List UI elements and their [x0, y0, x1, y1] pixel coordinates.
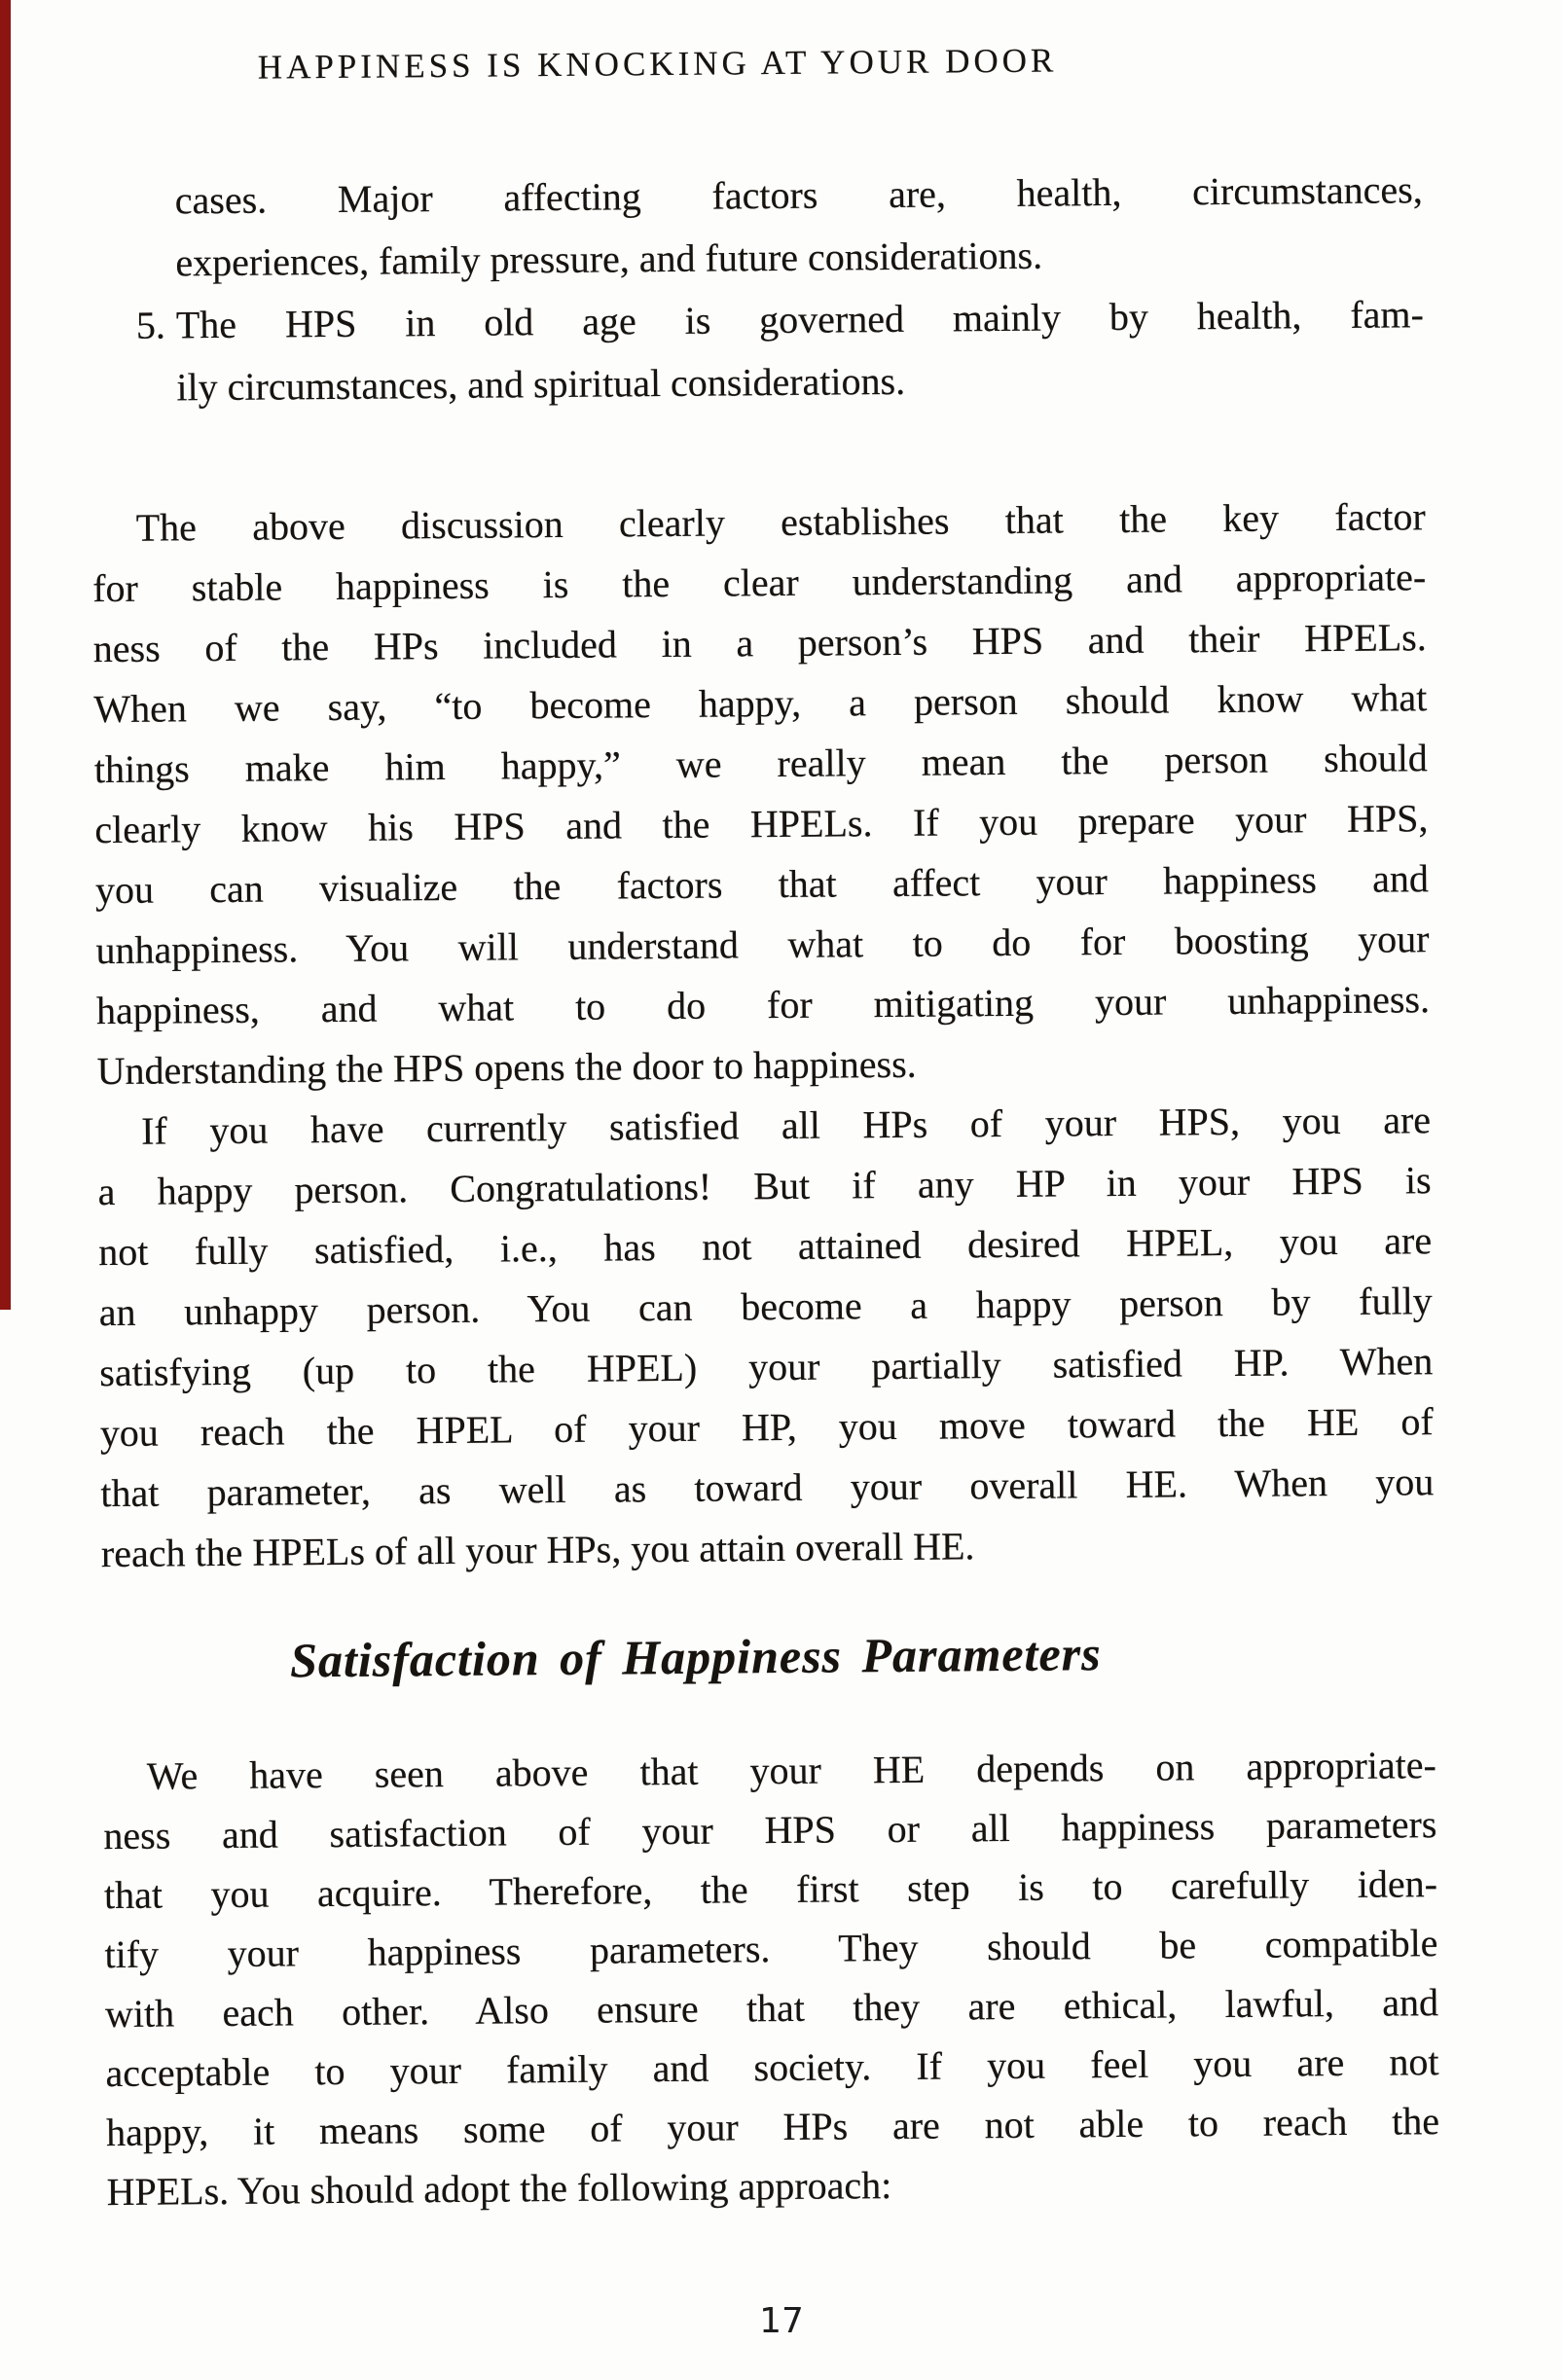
text-line: We have seen above that your HE depends on appropriate- [146, 1743, 1437, 1798]
text-line: happy, it means some of your HPs are not able to reach the [105, 2099, 1440, 2155]
text-line: If you have currently satisfied all HPs of your HPS, you are [140, 1098, 1432, 1153]
text-line: unhappiness. You will understand what to do for boosting your [95, 917, 1430, 973]
text-line: reach the HPELs of all your HPs, you attain overall HE. [100, 1524, 975, 1576]
list-item [91, 283, 1425, 419]
paragraph [91, 487, 1430, 1101]
text-line: clearly know his HPS and the HPELs. If you prepare your HPS, [94, 796, 1429, 852]
list-item [89, 159, 1423, 295]
list-item-number: 5. [135, 303, 166, 347]
text-line: a happy person. Congratulations! But if any HP in your HPS is [97, 1158, 1432, 1214]
text-line: ness and satisfaction of your HPS or all happiness parameters [103, 1802, 1437, 1858]
text-line: an unhappy person. You can become a happy person by fully [98, 1279, 1433, 1335]
text-line: you can visualize the factors that affect your happiness and [94, 856, 1430, 913]
text-line: The above discussion clearly establishes that the key factor [135, 494, 1426, 550]
list-item-text [176, 283, 1425, 418]
paragraph [97, 1090, 1435, 1584]
text-line: not fully satisfied, i.e., has not attained desired HPEL, you are [98, 1218, 1433, 1275]
text-line: Understanding the HPS opens the door to happiness. [96, 1041, 917, 1094]
text-line: cases. Major affecting factors are, health, circumstances, [174, 167, 1423, 223]
text-line: for stable happiness is the clear understanding and appropriate- [92, 555, 1427, 611]
page-content [88, 0, 1440, 2221]
text-line: acceptable to your family and society. If you feel you are not [105, 2039, 1439, 2096]
paragraph [103, 1735, 1440, 2221]
text-line: experiences, family pressure, and future considerations. [175, 233, 1043, 285]
page-number: 17 [759, 2301, 804, 2341]
text-line: you reach the HPEL of your HP, you move toward the HE of [99, 1399, 1434, 1456]
text-line: HPELs. You should adopt the following approach: [106, 2163, 892, 2215]
text-line: things make him happy,” we really mean the person should [93, 736, 1429, 792]
text-line: that parameter, as well as toward your overall HE. When you [100, 1460, 1435, 1516]
text-line: tify your happiness parameters. They should be compatible [104, 1921, 1438, 1977]
text-line: satisfying (up to the HPEL) your partially satisfied HP. When [99, 1339, 1434, 1395]
text-line: that you acquire. Therefore, the first step is to carefully iden- [103, 1861, 1438, 1918]
scan-edge-artifact [0, 0, 11, 1310]
text-line: happiness, and what to do for mitigating your unhappiness. [95, 977, 1431, 1033]
numbered-list [89, 159, 1424, 419]
section-heading: Satisfaction of Happiness Parameters [289, 1626, 1102, 1688]
list-item-number [89, 169, 175, 295]
running-header: HAPPINESS IS KNOCKING AT YOUR DOOR [257, 41, 1058, 87]
text-line: When we say, “to become happy, a person should know what [93, 675, 1428, 732]
text-line: ily circumstances, and spiritual considerations. [176, 358, 906, 410]
text-line: ness of the HPs included in a person’s HPS and their HPELs. [92, 615, 1427, 671]
text-line: with each other. Also ensure that they are ethical, lawful, and [104, 1980, 1439, 2037]
text-line: The HPS in old age is governed mainly by health, fam- [175, 292, 1425, 347]
list-item-text [174, 159, 1423, 294]
